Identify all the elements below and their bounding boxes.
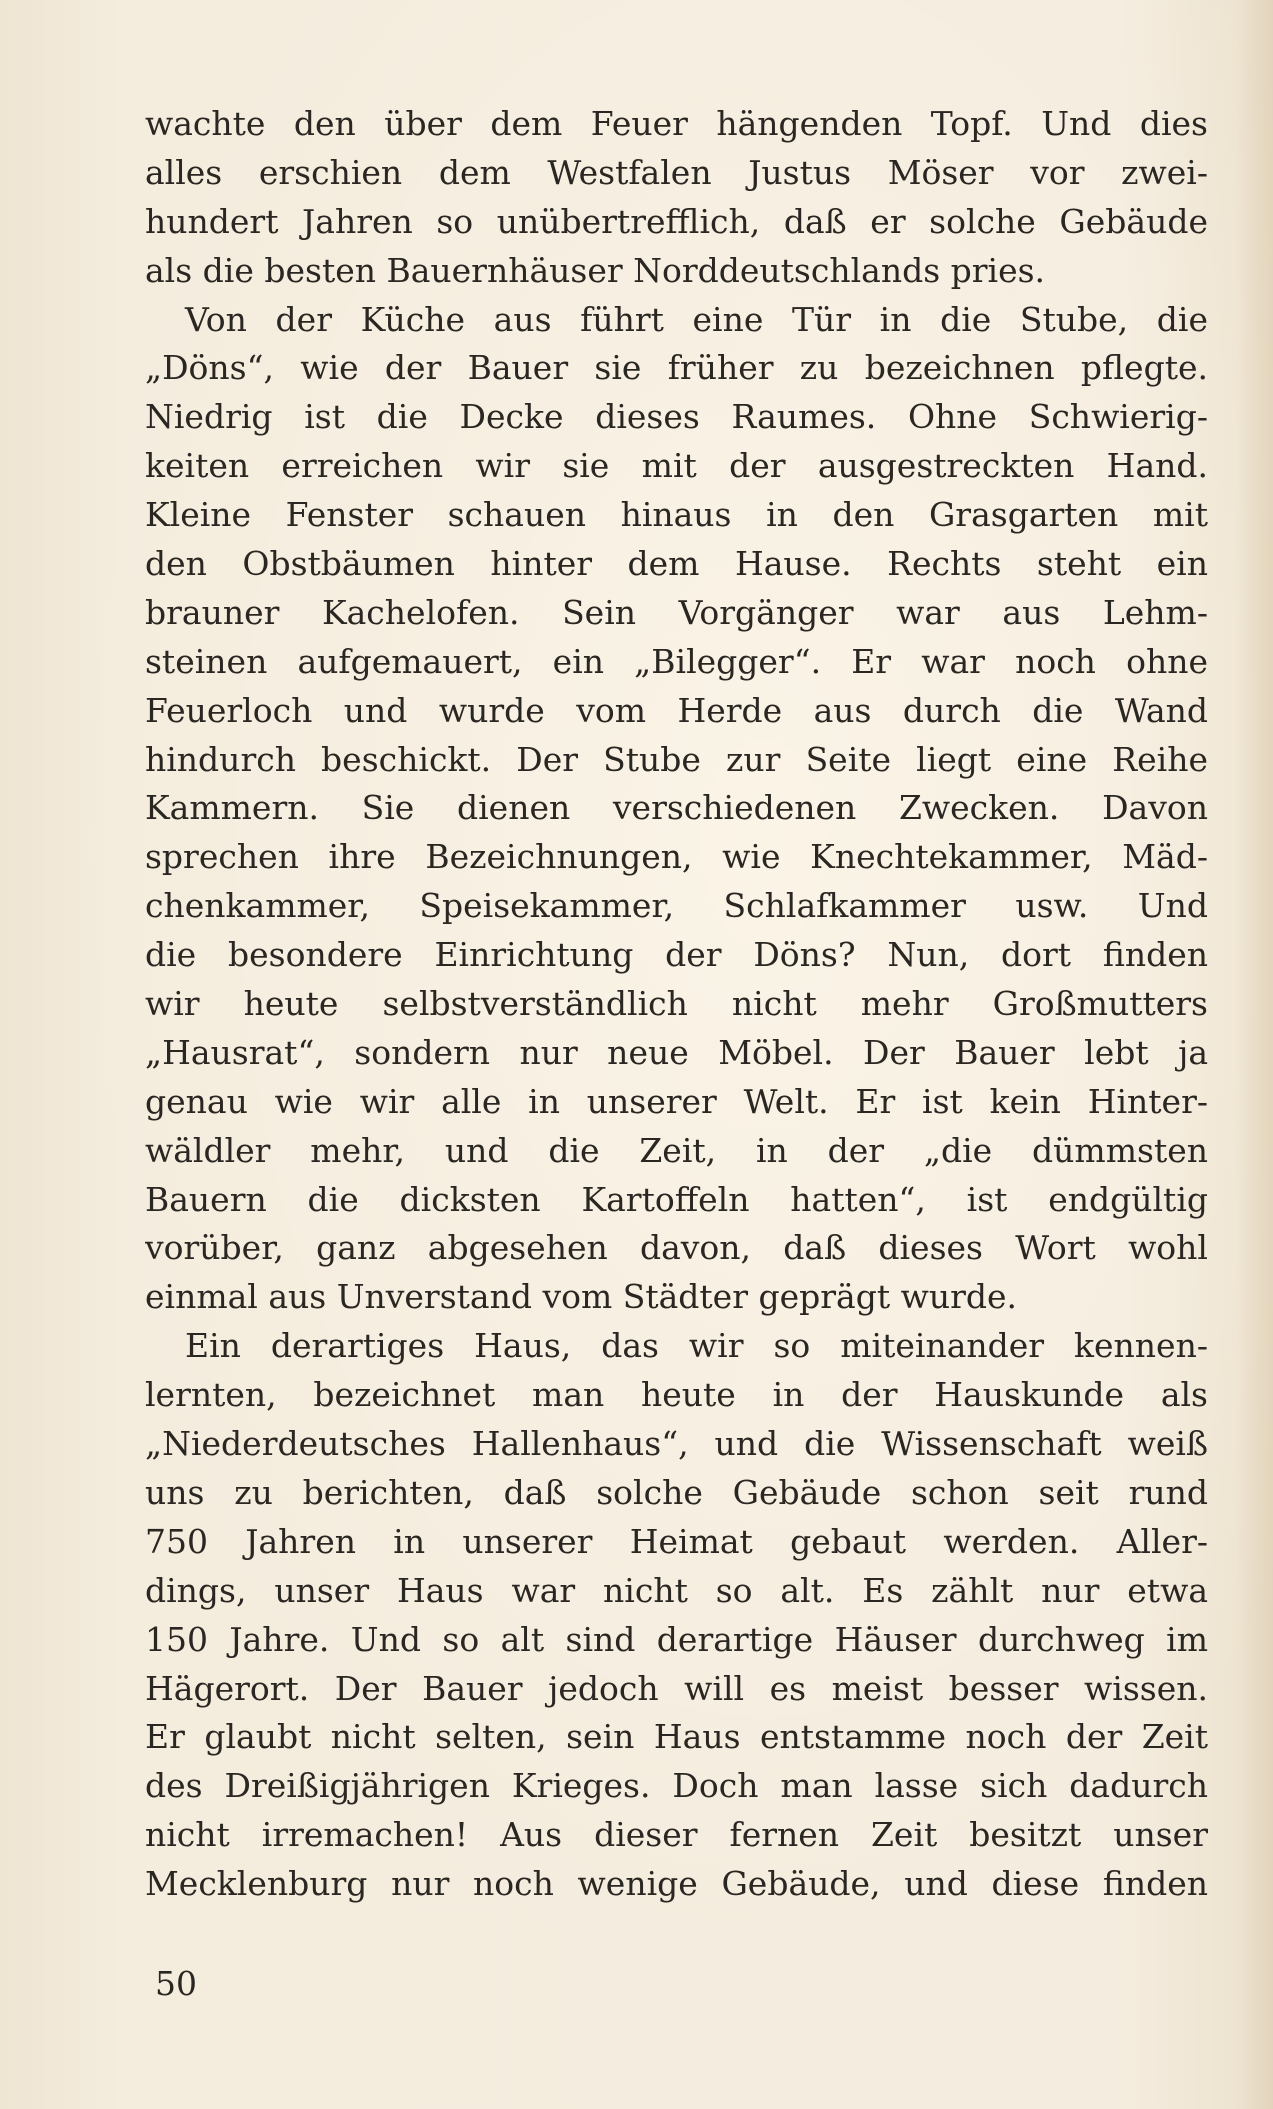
- text-line: nicht irremachen! Aus dieser fernen Zeit besitzt unser: [145, 1815, 1208, 1855]
- text-line: einmal aus Unverstand vom Städter geprägt wurde.: [145, 1277, 1017, 1317]
- text-line: alles erschien dem Westfalen Justus Möser vor zwei-: [145, 152, 1208, 192]
- text-line: Kleine Fenster schauen hinaus in den Grasgarten mit: [145, 495, 1208, 535]
- text-line: „Hausrat“, sondern nur neue Möbel. Der Bauer lebt ja: [145, 1032, 1208, 1072]
- text-line: Mecklenburg nur noch wenige Gebäude, und diese finden: [145, 1864, 1208, 1904]
- text-line: Er glaubt nicht selten, sein Haus entstamme noch der Zeit: [145, 1717, 1208, 1757]
- text-line: 750 Jahren in unserer Heimat gebaut werden. Aller-: [145, 1521, 1208, 1561]
- text-line: Hägerort. Der Bauer jedoch will es meist besser wissen.: [145, 1668, 1208, 1708]
- text-line: dings, unser Haus war nicht so alt. Es zählt nur etwa: [145, 1570, 1208, 1610]
- text-line: Niedrig ist die Decke dieses Raumes. Ohne Schwierig-: [145, 397, 1208, 437]
- text-line: keiten erreichen wir sie mit der ausgestreckten Hand.: [145, 446, 1208, 486]
- text-line: 150 Jahre. Und so alt sind derartige Häuser durchweg im: [145, 1619, 1208, 1659]
- text-line: Feuerloch und wurde vom Herde aus durch die Wand: [145, 690, 1208, 730]
- text-line: vorüber, ganz abgesehen davon, daß dieses Wort wohl: [145, 1228, 1208, 1268]
- text-line: wir heute selbstverständlich nicht mehr Großmutters: [145, 984, 1208, 1024]
- text-line: des Dreißigjährigen Krieges. Doch man lasse sich dadurch: [145, 1766, 1208, 1806]
- text-line: hindurch beschickt. Der Stube zur Seite liegt eine Reihe: [145, 739, 1208, 779]
- text-line: uns zu berichten, daß solche Gebäude schon seit rund: [145, 1472, 1208, 1512]
- text-line: Ein derartiges Haus, das wir so miteinander kennen-: [185, 1326, 1208, 1366]
- page-edge-shadow: [1235, 0, 1273, 2109]
- text-line: sprechen ihre Bezeichnungen, wie Knechtekammer, Mäd-: [145, 837, 1208, 877]
- text-line: den Obstbäumen hinter dem Hause. Rechts steht ein: [145, 544, 1208, 584]
- text-line: hundert Jahren so unübertrefflich, daß er solche Gebäude: [145, 201, 1208, 241]
- page-number: 50: [155, 1964, 197, 2003]
- text-line: „Döns“, wie der Bauer sie früher zu bezeichnen pflegte.: [145, 348, 1208, 388]
- text-line: Kammern. Sie dienen verschiedenen Zwecken. Davon: [145, 788, 1208, 828]
- text-line: brauner Kachelofen. Sein Vorgänger war aus Lehm-: [145, 592, 1208, 632]
- text-line: chenkammer, Speisekammer, Schlafkammer usw. Und: [145, 886, 1208, 926]
- text-line: steinen aufgemauert, ein „Bilegger“. Er war noch ohne: [145, 641, 1208, 681]
- text-line: wäldler mehr, und die Zeit, in der „die dümmsten: [145, 1130, 1208, 1170]
- text-line: Bauern die dicksten Kartoffeln hatten“, ist endgültig: [145, 1179, 1208, 1219]
- text-line: Von der Küche aus führt eine Tür in die Stube, die: [185, 299, 1208, 339]
- text-line: die besondere Einrichtung der Döns? Nun, dort finden: [145, 935, 1208, 975]
- text-line: „Niederdeutsches Hallenhaus“, und die Wissenschaft weiß: [145, 1424, 1208, 1464]
- text-line: wachte den über dem Feuer hängenden Topf. Und dies: [145, 104, 1208, 143]
- text-line: als die besten Bauernhäuser Norddeutschlands pries.: [145, 250, 1046, 290]
- text-line: genau wie wir alle in unserer Welt. Er ist kein Hinter-: [145, 1081, 1208, 1121]
- body-text: [145, 100, 1208, 1909]
- text-line: lernten, bezeichnet man heute in der Hauskunde als: [145, 1375, 1208, 1415]
